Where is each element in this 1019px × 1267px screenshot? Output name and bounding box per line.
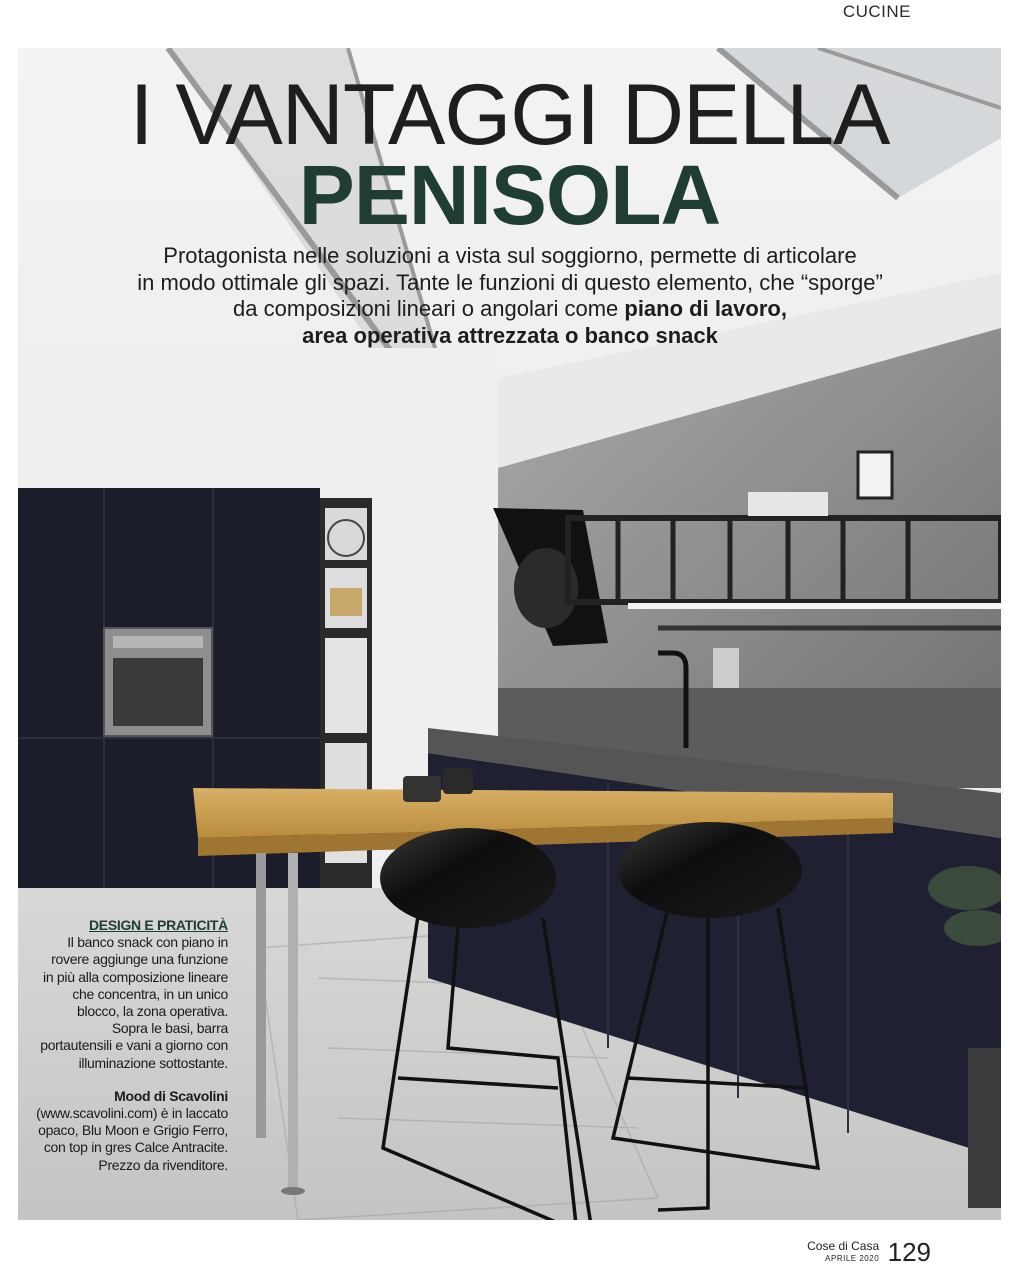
issue-date: APRILE 2020 [825, 1254, 880, 1263]
page-footer [807, 1237, 931, 1267]
caption-line: illuminazione sottostante. [78, 1054, 228, 1071]
caption-line: portautensili e vani a giorno con [40, 1037, 228, 1054]
lead-paragraph [60, 243, 960, 349]
caption-line: che concentra, in un unico [72, 985, 228, 1002]
lead-line [60, 323, 960, 350]
caption-line: in più alla composizione lineare [43, 968, 228, 985]
product-name: Mood di Scavolini [114, 1087, 228, 1104]
product-line: Prezzo da rivenditore. [98, 1156, 228, 1173]
caption-line: blocco, la zona operativa. [77, 1003, 228, 1020]
headline-line-1: I VANTAGGI DELLA [129, 67, 890, 163]
caption-line: rovere aggiunge una funzione [51, 951, 228, 968]
photo-caption [22, 917, 228, 1174]
lead-highlight: piano di lavoro, [624, 296, 787, 321]
lead-line [60, 296, 960, 323]
caption-line: Il banco snack con piano in [67, 934, 228, 951]
product-line: (www.scavolini.com) è in laccato [36, 1105, 228, 1122]
lead-text: da composizioni lineari o angolari come [233, 296, 625, 321]
caption-line: Sopra le basi, barra [111, 1020, 228, 1037]
section-tag: CUCINE [842, 2, 911, 21]
product-line: con top in gres Calce Antracite. [43, 1139, 228, 1156]
caption-heading: DESIGN E PRATICITÀ [88, 917, 228, 933]
magazine-name: Cose di Casa [807, 1239, 880, 1253]
headline-line-2: PENISOLA [298, 148, 721, 242]
product-line: opaco, Blu Moon e Grigio Ferro, [38, 1122, 228, 1139]
page-number: 129 [887, 1237, 931, 1267]
lead-line: in modo ottimale gli spazi. Tante le funzioni di questo elemento, che “sporge” [137, 269, 883, 295]
lead-line: Protagonista nelle soluzioni a vista sul soggiorno, permette di articolare [163, 243, 857, 268]
magazine-info [807, 1240, 879, 1265]
lead-highlight: area operativa attrezzata o banco snack [302, 322, 718, 348]
